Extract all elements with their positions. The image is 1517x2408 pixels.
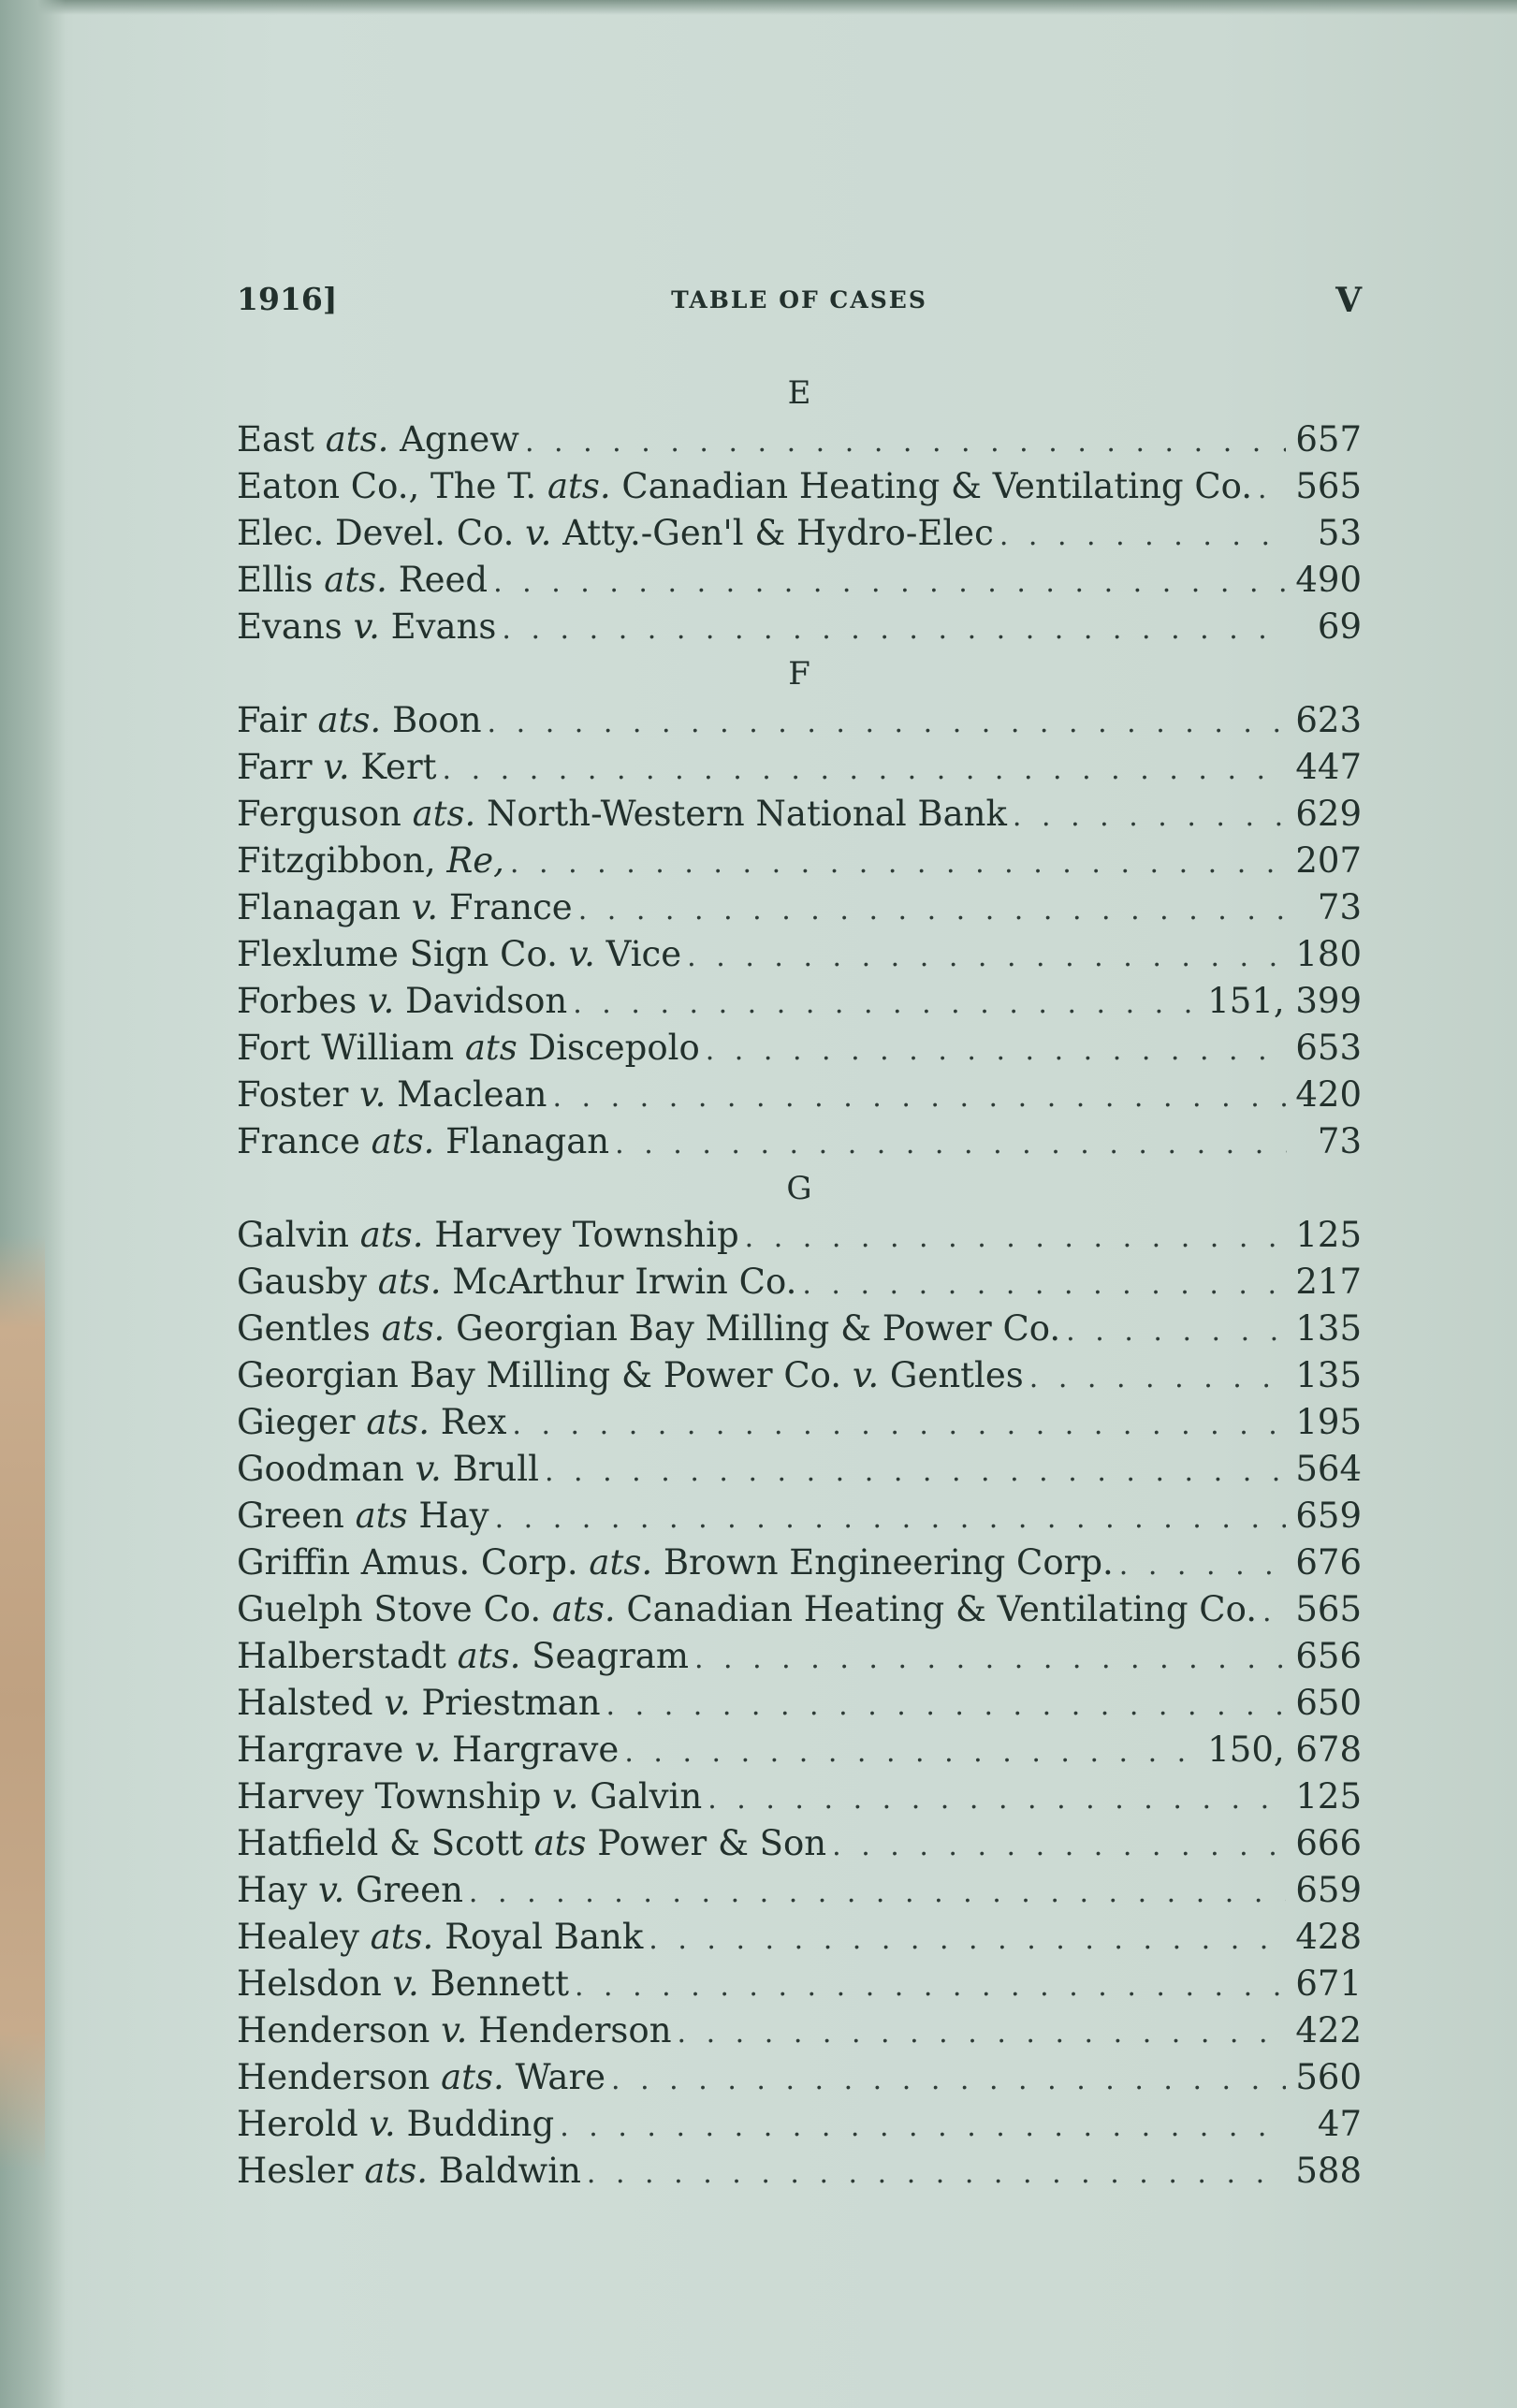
dot-leader — [552, 1074, 1286, 1121]
case-page-number: 666 — [1295, 1823, 1362, 1863]
case-name — [237, 416, 525, 463]
case-name — [237, 791, 1013, 838]
case-name — [237, 1025, 706, 1072]
case-relation: ats — [464, 1028, 518, 1068]
case-counterparty: Davidson — [394, 981, 568, 1021]
case-party: Henderson — [237, 2010, 442, 2050]
case-page-number: 629 — [1295, 794, 1362, 834]
case-name — [237, 1680, 606, 1727]
case-page-number: 53 — [1317, 513, 1362, 553]
case-page-number: 671 — [1295, 1963, 1362, 2004]
case-relation: Re, — [446, 840, 504, 881]
case-counterparty: Maclean — [386, 1074, 547, 1115]
case-relation: v. — [318, 1870, 345, 1910]
case-page-number: 564 — [1295, 1449, 1362, 1489]
dot-leader — [745, 1215, 1287, 1262]
case-name — [237, 1773, 707, 1820]
case-relation: ats — [533, 1823, 587, 1863]
case-party: Gausby — [237, 1262, 378, 1302]
running-header — [237, 281, 1362, 328]
case-entry — [237, 1352, 1362, 1399]
case-party: Hesler — [237, 2151, 365, 2191]
case-counterparty: Galvin — [578, 1776, 703, 1817]
case-page-number: 47 — [1317, 2104, 1362, 2144]
section-letter: F — [788, 655, 810, 693]
dot-leader — [1258, 466, 1286, 513]
dot-leader — [1066, 1308, 1286, 1355]
case-relation: v. — [568, 934, 595, 974]
case-name — [237, 978, 573, 1025]
case-entry — [237, 884, 1362, 931]
case-party: Green — [237, 1496, 356, 1536]
dot-leader — [488, 700, 1287, 747]
case-name — [237, 1961, 575, 2007]
case-relation: ats. — [547, 466, 611, 506]
case-relation: ats. — [589, 1542, 653, 1583]
case-name — [237, 604, 502, 650]
case-counterparty: Flanagan — [434, 1121, 610, 1161]
case-entry — [237, 1586, 1362, 1633]
case-entry — [237, 1727, 1362, 1773]
case-party: Flanagan — [237, 887, 412, 927]
case-page-number: 490 — [1295, 560, 1362, 600]
case-entry — [237, 1540, 1362, 1586]
case-party: France — [237, 1121, 372, 1161]
case-party: Healey — [237, 1917, 371, 1957]
case-counterparty: Brown Engineering Corp. — [652, 1542, 1114, 1583]
dot-leader — [706, 1028, 1287, 1074]
case-party: Ellis — [237, 560, 325, 600]
case-relation: ats. — [324, 560, 387, 600]
case-counterparty: Bennett — [418, 1963, 569, 2004]
case-party: Hargrave — [237, 1729, 416, 1770]
case-counterparty: Budding — [395, 2104, 555, 2144]
case-entry — [237, 1493, 1362, 1540]
case-relation: v. — [525, 513, 552, 553]
case-counterparty: Canadian Heating & Ventilating Co. — [610, 466, 1253, 506]
case-page-number: 565 — [1295, 1589, 1362, 1629]
case-entry — [237, 1633, 1362, 1680]
case-party: Goodman — [237, 1449, 416, 1489]
case-relation: v. — [392, 1963, 419, 2004]
dot-leader — [573, 981, 1198, 1028]
dot-leader — [624, 1729, 1198, 1776]
case-entry — [237, 1446, 1362, 1493]
case-counterparty: Harvey Township — [423, 1215, 739, 1255]
case-counterparty: Atty.-Gen'l & Hydro-Elec — [551, 513, 994, 553]
header-year: 1916] — [237, 281, 338, 317]
case-counterparty: Kert — [349, 747, 437, 787]
case-entry — [237, 604, 1362, 650]
case-relation: ats. — [377, 1262, 442, 1302]
dot-leader — [1029, 1355, 1287, 1402]
case-relation: v. — [415, 1729, 442, 1770]
case-party: Forbes — [237, 981, 368, 1021]
case-page-number: 207 — [1295, 840, 1362, 881]
case-name — [237, 1820, 832, 1867]
case-page-number: 560 — [1295, 2057, 1362, 2097]
case-relation: v. — [552, 1776, 579, 1817]
case-name — [237, 884, 578, 931]
case-relation: ats. — [317, 700, 382, 740]
case-entry — [237, 1025, 1362, 1072]
case-relation: v. — [852, 1355, 880, 1395]
case-name — [237, 1540, 1119, 1586]
case-party: Helsdon — [237, 1963, 393, 2004]
case-relation: ats. — [412, 794, 476, 834]
case-party: Foster — [237, 1074, 360, 1115]
case-counterparty: Vice — [594, 934, 682, 974]
case-page-number: 428 — [1295, 1917, 1362, 1957]
dot-leader — [649, 1917, 1286, 1963]
case-relation: ats — [355, 1496, 408, 1536]
case-page-number: 69 — [1317, 606, 1362, 647]
case-page-number: 195 — [1295, 1402, 1362, 1442]
case-party: Eaton Co., The T. — [237, 466, 547, 506]
case-name — [237, 1259, 802, 1306]
case-page-number: 659 — [1295, 1870, 1362, 1910]
case-name — [237, 1914, 649, 1961]
case-name — [237, 1352, 1029, 1399]
case-party: Georgian Bay Milling & Power Co. — [237, 1355, 853, 1395]
case-name — [237, 1633, 694, 1680]
case-counterparty: Hay — [407, 1496, 489, 1536]
case-party: Halsted — [237, 1683, 385, 1723]
case-name — [237, 1306, 1066, 1352]
case-party: Gentles — [237, 1308, 382, 1349]
case-relation: v. — [411, 887, 439, 927]
case-entry — [237, 1072, 1362, 1118]
case-name — [237, 463, 1258, 510]
case-page-number: 73 — [1317, 1121, 1362, 1161]
dot-leader — [694, 1636, 1286, 1683]
case-relation: ats. — [366, 1402, 430, 1442]
case-entry — [237, 463, 1362, 510]
case-name — [237, 931, 687, 978]
case-entry — [237, 1914, 1362, 1961]
case-page-number: 135 — [1295, 1308, 1362, 1349]
case-counterparty: North-Western National Bank — [475, 794, 1007, 834]
case-page-number: 135 — [1295, 1355, 1362, 1395]
case-party: Evans — [237, 606, 354, 647]
case-relation: v. — [441, 2010, 468, 2050]
dot-leader — [578, 887, 1287, 934]
case-entry — [237, 1773, 1362, 1820]
case-name — [237, 1118, 615, 1165]
dot-leader — [1119, 1542, 1287, 1589]
case-party: Flexlume Sign Co. — [237, 934, 569, 974]
case-entry — [237, 1259, 1362, 1306]
case-page-number: 657 — [1295, 419, 1362, 460]
case-name — [237, 2007, 678, 2054]
case-page-number: 623 — [1295, 700, 1362, 740]
case-name — [237, 1727, 624, 1773]
case-page-number: 447 — [1295, 747, 1362, 787]
case-party: Guelph Stove Co. — [237, 1589, 552, 1629]
case-party: Hay — [237, 1870, 318, 1910]
dot-leader — [493, 560, 1286, 606]
case-page-number: 422 — [1295, 2010, 1362, 2050]
case-relation: ats. — [359, 1215, 424, 1255]
case-relation: ats. — [371, 1121, 435, 1161]
case-counterparty: Henderson — [467, 2010, 672, 2050]
case-entry — [237, 978, 1362, 1025]
case-counterparty: McArthur Irwin Co. — [441, 1262, 797, 1302]
case-party: Elec. Devel. Co. — [237, 513, 526, 553]
dot-leader — [1013, 794, 1286, 840]
case-page-number: 565 — [1295, 466, 1362, 506]
case-entry — [237, 1820, 1362, 1867]
case-entry — [237, 838, 1362, 884]
dot-leader — [606, 1683, 1287, 1729]
case-counterparty: Evans — [379, 606, 497, 647]
case-counterparty: Ware — [503, 2057, 606, 2097]
case-counterparty: Power & Son — [586, 1823, 827, 1863]
worn-page-edge — [0, 1235, 45, 2171]
dot-leader — [443, 747, 1287, 794]
case-entry — [237, 557, 1362, 604]
case-name — [237, 1212, 745, 1259]
case-name — [237, 557, 493, 604]
case-relation: ats. — [381, 1308, 445, 1349]
dot-leader — [832, 1823, 1286, 1870]
dot-leader — [495, 1496, 1287, 1542]
case-page-number: 151, 399 — [1207, 981, 1362, 1021]
case-relation: v. — [353, 606, 380, 647]
case-relation: v. — [384, 1683, 411, 1723]
case-relation: v. — [369, 2104, 396, 2144]
case-page-number: 73 — [1317, 887, 1362, 927]
dot-leader — [707, 1776, 1286, 1823]
case-counterparty: Hargrave — [441, 1729, 620, 1770]
case-counterparty: Agnew — [388, 419, 519, 460]
dot-leader — [502, 606, 1287, 653]
case-party: East — [237, 419, 326, 460]
case-entry — [237, 1118, 1362, 1165]
case-party: Halberstadt — [237, 1636, 458, 1676]
case-counterparty: France — [438, 887, 573, 927]
case-entry — [237, 2007, 1362, 2054]
case-party: Hatfield & Scott — [237, 1823, 534, 1863]
case-party: Herold — [237, 2104, 370, 2144]
case-name — [237, 2101, 560, 2148]
case-counterparty: Reed — [387, 560, 489, 600]
case-party: Henderson — [237, 2057, 442, 2097]
case-relation: ats. — [457, 1636, 521, 1676]
page-top-shadow — [0, 0, 1517, 15]
case-page-number: 656 — [1295, 1636, 1362, 1676]
case-entry — [237, 931, 1362, 978]
dot-leader — [615, 1121, 1287, 1168]
case-page-number: 125 — [1295, 1776, 1362, 1817]
case-relation: v. — [323, 747, 350, 787]
case-party: Farr — [237, 747, 324, 787]
dot-leader — [687, 934, 1286, 981]
case-party: Ferguson — [237, 794, 413, 834]
case-relation: v. — [415, 1449, 442, 1489]
case-party: Fort William — [237, 1028, 465, 1068]
case-party: Gieger — [237, 1402, 367, 1442]
case-counterparty: Rex — [430, 1402, 507, 1442]
case-counterparty: Brull — [441, 1449, 539, 1489]
dot-leader — [545, 1449, 1286, 1496]
case-page-number: 125 — [1295, 1215, 1362, 1255]
case-entry — [237, 510, 1362, 557]
dot-leader — [575, 1963, 1286, 2010]
table-of-cases-list — [237, 370, 1362, 2195]
case-name — [237, 1072, 552, 1118]
dot-leader — [802, 1262, 1286, 1308]
case-name — [237, 744, 443, 791]
case-counterparty: Royal Bank — [433, 1917, 644, 1957]
case-counterparty: Green — [344, 1870, 463, 1910]
dot-leader — [512, 1402, 1286, 1449]
case-entry — [237, 1306, 1362, 1352]
case-page-number: 420 — [1295, 1074, 1362, 1115]
case-counterparty: Discepolo — [517, 1028, 700, 1068]
case-entry — [237, 1212, 1362, 1259]
case-entry — [237, 2148, 1362, 2195]
case-name — [237, 1446, 545, 1493]
case-page-number: 676 — [1295, 1542, 1362, 1583]
case-page-number: 650 — [1295, 1683, 1362, 1723]
section-letter: E — [787, 374, 811, 412]
case-relation: ats. — [364, 2151, 429, 2191]
case-party: Harvey Township — [237, 1776, 553, 1817]
dot-leader — [560, 2104, 1287, 2151]
dot-leader — [525, 419, 1286, 466]
case-entry — [237, 1680, 1362, 1727]
header-page-number: V — [1335, 281, 1362, 320]
case-entry — [237, 791, 1362, 838]
case-name — [237, 1399, 512, 1446]
section-letter: G — [786, 1170, 812, 1207]
case-entry — [237, 744, 1362, 791]
case-entry — [237, 1399, 1362, 1446]
case-page-number: 659 — [1295, 1496, 1362, 1536]
case-name — [237, 2148, 587, 2195]
case-entry — [237, 1961, 1362, 2007]
case-entry — [237, 697, 1362, 744]
dot-leader — [587, 2151, 1286, 2197]
case-counterparty: Baldwin — [428, 2151, 581, 2191]
case-relation: ats. — [441, 2057, 504, 2097]
case-party: Fair — [237, 700, 318, 740]
case-counterparty: Priestman — [410, 1683, 601, 1723]
case-entry — [237, 416, 1362, 463]
dot-leader — [611, 2057, 1286, 2104]
case-page-number: 588 — [1295, 2151, 1362, 2191]
dot-leader — [999, 513, 1287, 560]
dot-leader — [510, 840, 1286, 887]
case-counterparty: Georgian Bay Milling & Power Co. — [445, 1308, 1061, 1349]
case-page-number: 217 — [1295, 1262, 1362, 1302]
case-party: Fitzgibbon, — [237, 840, 447, 881]
dot-leader — [1262, 1589, 1286, 1636]
case-entry — [237, 2101, 1362, 2148]
case-entry — [237, 2054, 1362, 2101]
case-name — [237, 1493, 495, 1540]
case-relation: v. — [359, 1074, 387, 1115]
case-name — [237, 1586, 1262, 1633]
case-name — [237, 510, 999, 557]
case-name — [237, 697, 488, 744]
header-title: TABLE OF CASES — [671, 286, 927, 314]
case-counterparty: Seagram — [520, 1636, 689, 1676]
case-entry — [237, 1867, 1362, 1914]
case-relation: ats. — [370, 1917, 434, 1957]
case-party: Galvin — [237, 1215, 360, 1255]
case-counterparty: Gentles — [879, 1355, 1024, 1395]
dot-leader — [678, 2010, 1287, 2057]
case-page-number: 180 — [1295, 934, 1362, 974]
case-relation: ats. — [325, 419, 389, 460]
dot-leader — [469, 1870, 1286, 1917]
case-name — [237, 2054, 611, 2101]
case-counterparty: Boon — [381, 700, 482, 740]
case-page-number: 653 — [1295, 1028, 1362, 1068]
case-page-number: 150, 678 — [1207, 1729, 1362, 1770]
case-party: Griffin Amus. Corp. — [237, 1542, 590, 1583]
case-name — [237, 838, 510, 884]
case-counterparty: Canadian Heating & Ventilating Co. — [615, 1589, 1257, 1629]
case-relation: ats. — [551, 1589, 616, 1629]
case-relation: v. — [367, 981, 395, 1021]
case-name — [237, 1867, 469, 1914]
